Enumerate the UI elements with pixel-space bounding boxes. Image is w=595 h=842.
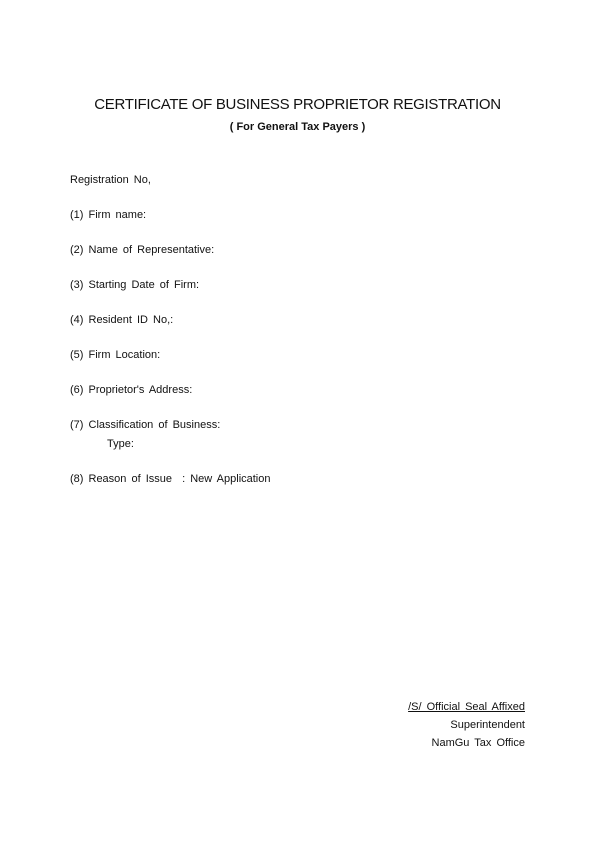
document-title: CERTIFICATE OF BUSINESS PROPRIETOR REGISTRATION [94, 96, 501, 113]
official-seal-line: /S/ Official Seal Affixed [408, 701, 525, 713]
resident-id-label: (4) Resident ID No,: [70, 314, 174, 326]
representative-name-label: (2) Name of Representative: [70, 244, 215, 256]
document-subtitle: ( For General Tax Payers ) [229, 121, 366, 133]
registration-number-label: Registration No, [70, 174, 151, 186]
tax-office-name: NamGu Tax Office [431, 737, 525, 749]
proprietor-address-label: (6) Proprietor's Address: [70, 384, 193, 396]
firm-name-label: (1) Firm name: [70, 209, 147, 221]
starting-date-label: (3) Starting Date of Firm: [70, 279, 200, 291]
reason-of-issue-label: (8) Reason of Issue : New Application [70, 473, 271, 485]
business-classification-label: (7) Classification of Business: [70, 419, 221, 431]
firm-location-label: (5) Firm Location: [70, 349, 161, 361]
superintendent-title: Superintendent [450, 719, 525, 731]
business-type-label: Type: [107, 438, 134, 450]
